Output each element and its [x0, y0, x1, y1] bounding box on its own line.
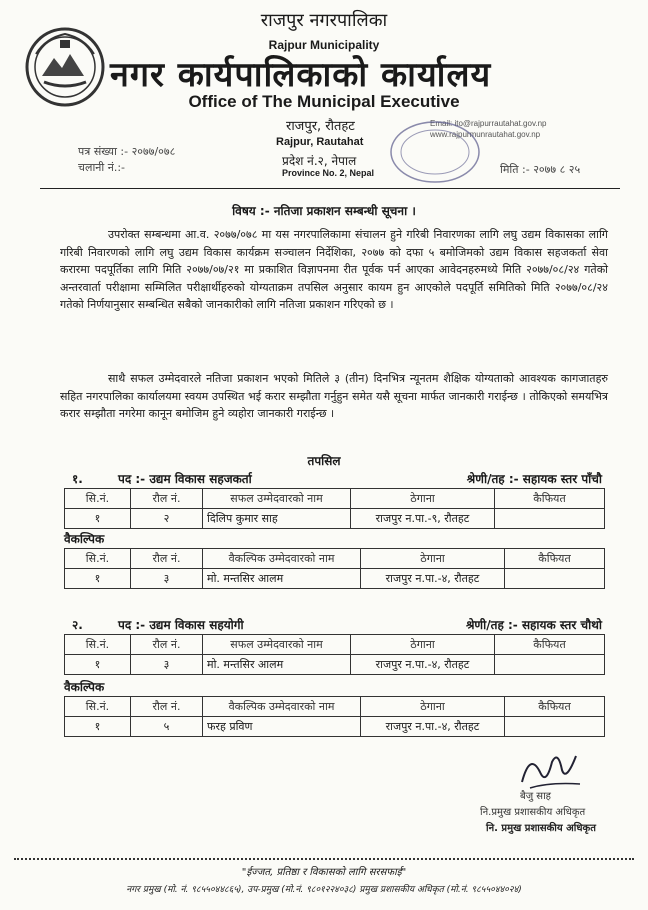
reference-block [78, 144, 175, 176]
footer-contacts: नगर प्रमुख (मो. नं. ९८५५०४४८६५), उप-प्रमुख (मो.नं. ९८०१२२४०३८) प्रमुख प्रशासकीय अधिकृत (मो.नं. ९८५५०४४०२४) [126, 885, 522, 895]
body-paragraph-1: उपरोक्त सम्बन्धमा आ.व. २०७७/०७८ मा यस नगरपालिकामा संचालन हुने गरिबी निवारणका लागि लघु उद्यम विकासका लागि गरिबी निवारणको लागि लघु उद्यम विकास कार्यक्रम सञ्चालन निर्देशिका, २०७७ को दफा ५ बमोजिमको उद्यम विकास सहजकर्ता सेवा करारमा पदपूर्तिका लागि मिति २०७७/०७/२१ मा प्रकाशित विज्ञापनमा रीत पूर्वक पर्न आएका आवेदनहरुमध्ये मिति २०७७/०८/२४ गतेको अन्तरवार्ता परीक्षामा सम्मिलित परीक्षार्थीहरुको योग्यताक्रम तपसिल अनुसार कायम हुन आएकोले पदपूर्ति समितिको मिति २०७७/०८/२४ गतेको निर्णयानुसार सम्बन्धित सबैको जानकारीको लागि नतिजा प्रकाशन गरिएको छ । [60, 228, 608, 311]
table-row [65, 717, 605, 737]
section-number: १. [72, 472, 83, 486]
header-divider [40, 188, 620, 189]
address-nepali: राजपुर, रौतहट [286, 119, 355, 134]
section-1-selected-table [64, 488, 605, 529]
col-header-address: ठेगाना [361, 697, 505, 717]
col-header-sn: सि.नं. [65, 489, 131, 509]
website-text: www.rajpurmunrautahat.gov.np [430, 130, 541, 139]
cell-remarks [505, 569, 605, 589]
section-post: पद :- उद्यम विकास सहजकर्ता [118, 472, 252, 486]
cell-roll: ३ [131, 569, 203, 589]
letter-date: मिति :- २०७७ ८ २५ [500, 163, 581, 176]
table-row [65, 569, 605, 589]
cell-remarks [495, 509, 605, 529]
cell-name: फरह प्रविण [203, 717, 361, 737]
cell-address: राजपुर न.पा.-४, रौतहट [361, 717, 505, 737]
footer-divider [14, 858, 634, 860]
table-header-row [65, 697, 605, 717]
header-office-english: Office of The Municipal Executive [188, 92, 460, 111]
details-heading: तपसिल [307, 454, 341, 468]
section-level: श्रेणी/तह :- सहायक स्तर चौथो [465, 618, 602, 632]
col-header-name: सफल उम्मेदवारको नाम [203, 489, 351, 509]
col-header-roll: रौल नं. [131, 489, 203, 509]
cell-address: राजपुर न.पा.-४, रौतहट [351, 655, 495, 675]
col-header-name: सफल उम्मेदवारको नाम [203, 635, 351, 655]
col-header-roll: रौल नं. [131, 549, 203, 569]
col-header-name: वैकल्पिक उम्मेदवारको नाम [203, 549, 361, 569]
section-1-alternate-table [64, 548, 605, 589]
col-header-address: ठेगाना [361, 549, 505, 569]
section-level: श्रेणी/तह :- सहायक स्तर पाँचौ [466, 472, 602, 486]
header-municipality-nepali: राजपुर नगरपालिका [260, 10, 388, 31]
province-nepali: प्रदेश नं.२, नेपाल [282, 154, 357, 168]
section-2-alternate-label: वैकल्पिक [64, 680, 105, 694]
col-header-remarks: कैफियत [495, 489, 605, 509]
body-paragraph-2: साथै सफल उम्मेदवारले नतिजा प्रकाशन भएको मितिले ३ (तीन) दिनभित्र न्यूनतम शैक्षिक योग्यताको आवश्यक कागजातहरु सहित नगरपालिका कार्यालयमा स्वयम उपस्थित भई करार सम्झौता गर्नुहुन समेत यसै सूचना मार्फत जानकारी गराईन्छ । तोकिएको समयभित्र करार सम्झौता नगरेमा कानून बमोजिम हुने व्यहोरा जानकारी गराईन्छ । [60, 372, 608, 420]
signatory-name: बैजु साह [520, 791, 551, 802]
cell-name: मो. मन्तसिर आलम [203, 569, 361, 589]
address-english: Rajpur, Rautahat [276, 136, 364, 148]
table-header-row [65, 489, 605, 509]
section-number: २. [72, 618, 83, 632]
section-2-selected-table [64, 634, 605, 675]
section-post: पद :- उद्यम विकास सहयोगी [118, 618, 244, 632]
office-stamp-icon [380, 112, 490, 192]
dispatch-number: चलानी नं.:- [78, 161, 126, 174]
cell-sn: १ [65, 569, 131, 589]
cell-roll: ३ [131, 655, 203, 675]
province-english: Province No. 2, Nepal [282, 168, 375, 178]
email-text: Email: ito@rajpurrautahat.gov.np [430, 119, 547, 128]
section-2-alternate-table [64, 696, 605, 737]
cell-sn: १ [65, 509, 131, 529]
cell-remarks [505, 717, 605, 737]
cell-name: मो. मन्तसिर आलम [203, 655, 351, 675]
cell-name: दिलिप कुमार साह [203, 509, 351, 529]
col-header-roll: रौल नं. [131, 635, 203, 655]
col-header-sn: सि.नं. [65, 635, 131, 655]
col-header-sn: सि.नं. [65, 697, 131, 717]
col-header-remarks: कैफियत [505, 697, 605, 717]
cell-sn: १ [65, 717, 131, 737]
col-header-remarks: कैफियत [505, 549, 605, 569]
cell-remarks [495, 655, 605, 675]
col-header-address: ठेगाना [351, 489, 495, 509]
table-row [65, 655, 605, 675]
cell-roll: ५ [131, 717, 203, 737]
table-row [65, 509, 605, 529]
table-header-row [65, 635, 605, 655]
header-office-nepali: नगर कार्यपालिकाको कार्यालय [110, 55, 492, 95]
cell-address: राजपुर न.पा.-४, रौतहट [361, 569, 505, 589]
section-1-alternate-label: वैकल्पिक [64, 532, 105, 546]
table-header-row [65, 549, 605, 569]
col-header-roll: रौल नं. [131, 697, 203, 717]
letter-number: पत्र संख्या :- २०७७/०७८ [78, 145, 176, 158]
col-header-address: ठेगाना [351, 635, 495, 655]
cell-address: राजपुर न.पा.-९, रौतहट [351, 509, 495, 529]
subject-line: विषय :- नतिजा प्रकाशन सम्बन्धी सूचना । [232, 204, 416, 218]
col-header-name: वैकल्पिक उम्मेदवारको नाम [203, 697, 361, 717]
signatory-title-handwritten: नि.प्रमुख प्रशासकीय अधिकृत [480, 807, 586, 818]
col-header-sn: सि.नं. [65, 549, 131, 569]
signatory-title-stamp: नि. प्रमुख प्रशासकीय अधिकृत [486, 823, 596, 834]
cell-roll: २ [131, 509, 203, 529]
col-header-remarks: कैफियत [495, 635, 605, 655]
header-municipality-english: Rajpur Municipality [268, 38, 380, 52]
footer-motto: "ईज्जत, प्रतिष्ठा र विकासको लागि सरसफाई" [241, 867, 407, 878]
cell-sn: १ [65, 655, 131, 675]
